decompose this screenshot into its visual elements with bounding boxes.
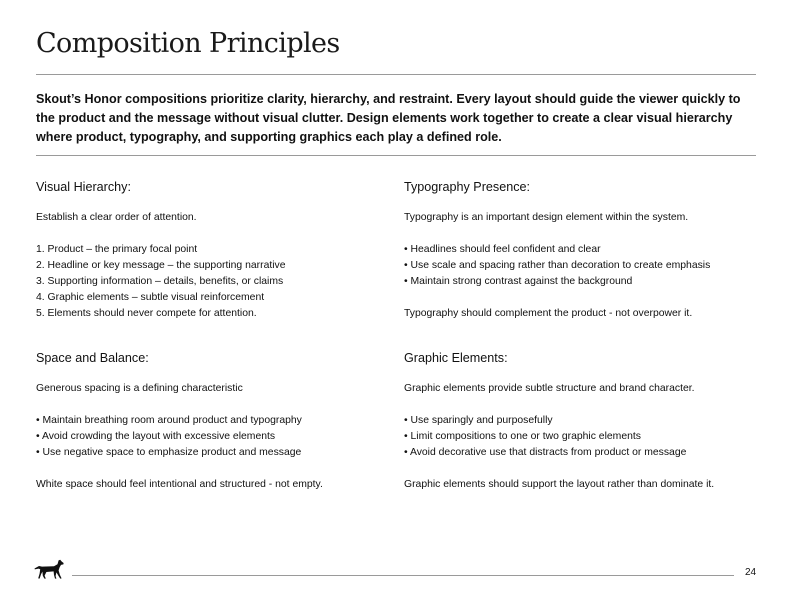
section-lead: Graphic elements provide subtle structure and brand character. <box>404 383 695 394</box>
list-item: • Use negative space to emphasize product and message <box>36 447 302 458</box>
space-list <box>36 413 396 461</box>
section-closing: White space should feel intentional and structured - not empty. <box>36 479 323 490</box>
section-lead: Establish a clear order of attention. <box>36 212 197 223</box>
section-lead: Typography is an important design element within the system. <box>404 212 689 223</box>
list-item: • Avoid decorative use that distracts from product or message <box>404 447 687 458</box>
section-lead: Generous spacing is a defining characteristic <box>36 383 243 394</box>
hierarchy-list <box>36 242 396 322</box>
section-heading: Space and Balance: <box>36 351 149 365</box>
section-closing: Graphic elements should support the layout rather than dominate it. <box>404 479 715 490</box>
footer-divider <box>72 575 734 576</box>
section-visual-hierarchy <box>36 178 396 322</box>
list-item: 1. Product – the primary focal point <box>36 244 198 255</box>
graphic-list <box>404 413 764 461</box>
list-item: 4. Graphic elements – subtle visual reinforcement <box>36 292 265 303</box>
list-item: • Limit compositions to one or two graphic elements <box>404 431 641 442</box>
typography-list <box>404 242 764 290</box>
section-heading: Graphic Elements: <box>404 351 508 365</box>
section-heading: Visual Hierarchy: <box>36 180 131 194</box>
section-closing: Typography should complement the product - not overpower it. <box>404 308 693 319</box>
list-item: • Headlines should feel confident and clear <box>404 244 601 255</box>
section-space-balance <box>36 349 396 493</box>
list-item: • Use scale and spacing rather than decoration to create emphasis <box>404 260 711 271</box>
page-number: 24 <box>745 567 757 578</box>
list-item: • Avoid crowding the layout with excessive elements <box>36 431 276 442</box>
list-item: • Maintain strong contrast against the background <box>404 276 633 287</box>
section-graphic-elements <box>404 349 764 493</box>
list-item: 5. Elements should never compete for attention. <box>36 308 257 319</box>
intro-paragraph: Skout’s Honor compositions prioritize clarity, hierarchy, and restraint. Every layout should guide the viewer quickly to the product and the message without visual clutter. Design elements work together to create a clear visual hierarchy where product, typography, and supporting graphics each play a defined role. <box>36 92 741 144</box>
list-item: 2. Headline or key message – the supporting narrative <box>36 260 286 271</box>
list-item: • Use sparingly and purposefully <box>404 415 553 426</box>
section-typography-presence <box>404 178 764 322</box>
intro-divider <box>36 155 756 156</box>
dog-icon <box>34 558 64 580</box>
list-item: • Maintain breathing room around product and typography <box>36 415 302 426</box>
section-heading: Typography Presence: <box>404 180 531 194</box>
list-item: 3. Supporting information – details, benefits, or claims <box>36 276 284 287</box>
page-title: Composition Principles <box>36 28 340 59</box>
title-divider <box>36 74 756 75</box>
